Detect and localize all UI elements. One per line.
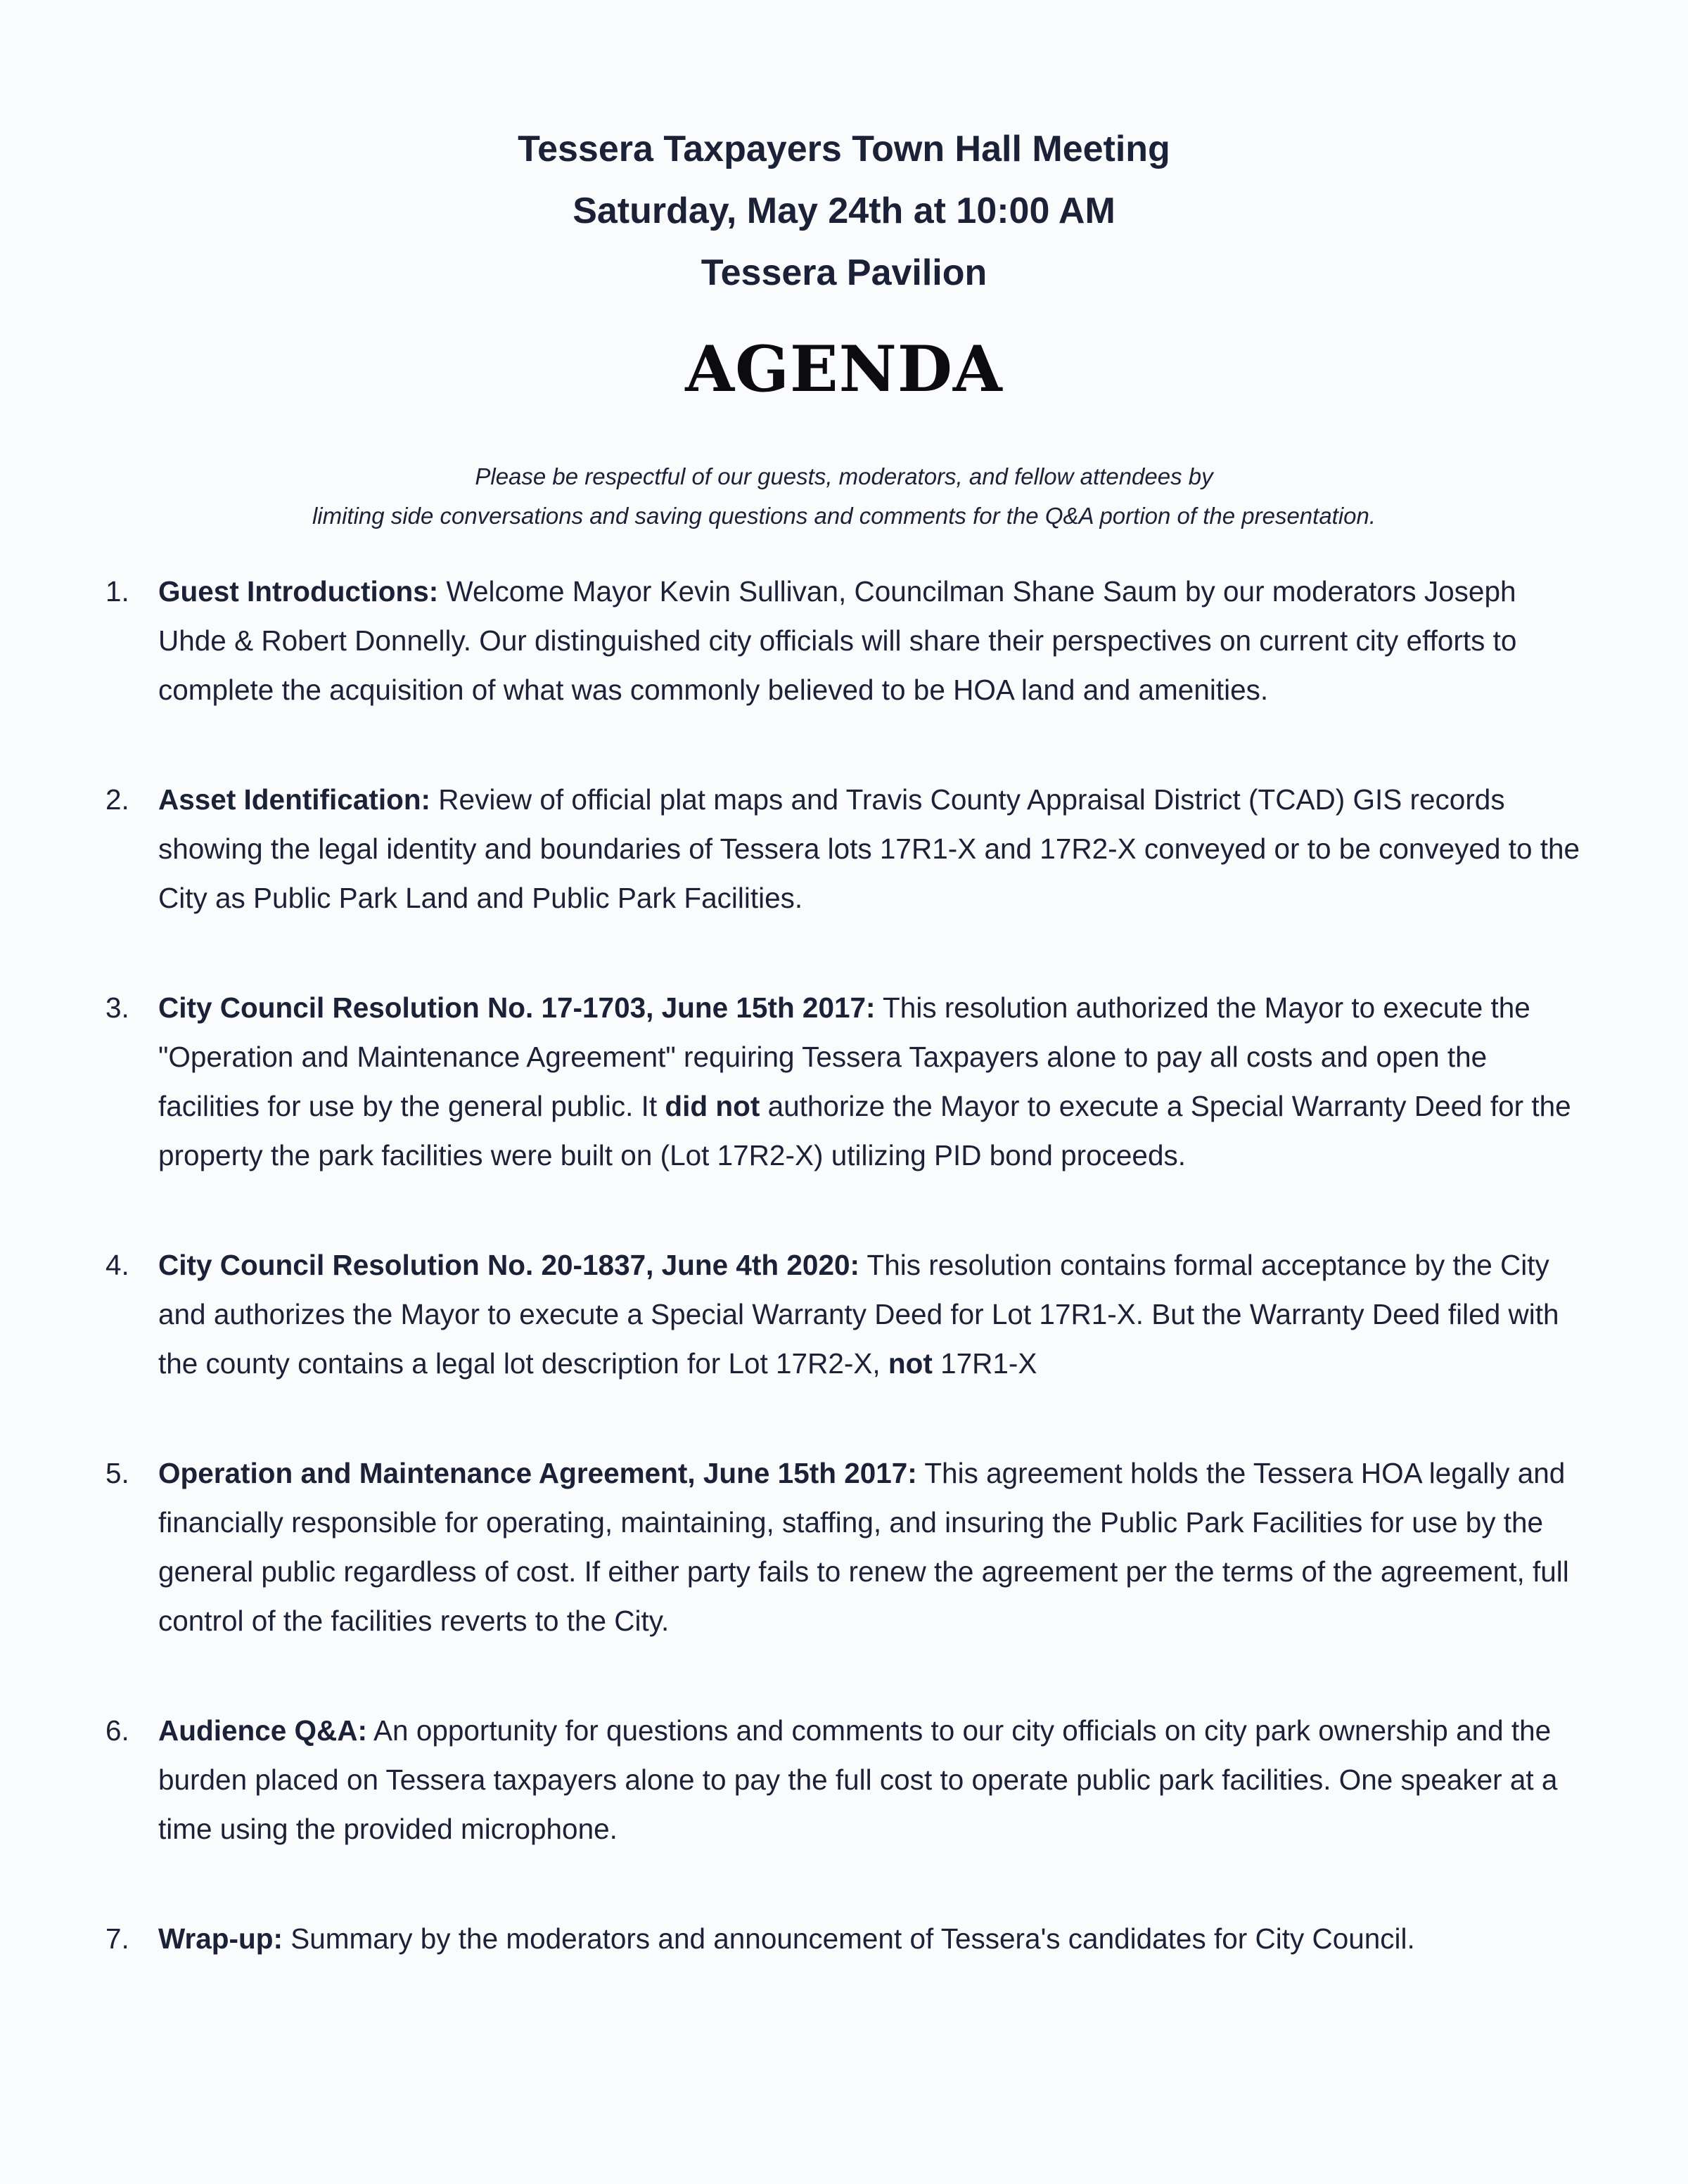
- agenda-item-operation-maintenance-agreement: [106, 1448, 1590, 1645]
- conduct-notice-line-2: limiting side conversations and saving questions and comments for the Q&A portion of the presentation.: [312, 503, 1376, 529]
- conduct-notice-line-1: Please be respectful of our guests, moderators, and fellow attendees by: [475, 463, 1213, 489]
- conduct-notice: [0, 457, 1688, 536]
- item-number: 7.: [106, 1922, 129, 1955]
- agenda-title: AGENDA: [685, 332, 1003, 406]
- item-heading: Wrap-up:: [158, 1922, 283, 1955]
- item-number: 5.: [106, 1457, 129, 1489]
- item-text-continued: authorize the Mayor to execute a Special Warranty Deed for the property the park facilities were built on (Lot 17R2-X) utilizing PID bond proceeds.: [158, 1090, 1571, 1171]
- item-text: Review of official plat maps and Travis County Appraisal District (TCAD) GIS records showing the legal identity and boundaries of Tessera lots 17R1-X and 17R2-X conveyed or to be conveyed to the City as Public Park Land and Public Park Facilities.: [158, 783, 1580, 914]
- item-heading: City Council Resolution No. 17-1703, June 15th 2017:: [158, 991, 876, 1024]
- item-heading: Asset Identification:: [158, 783, 431, 816]
- item-heading: City Council Resolution No. 20-1837, June 4th 2020:: [158, 1249, 859, 1281]
- item-heading: Guest Introductions:: [158, 575, 439, 608]
- meeting-location: Tessera Pavilion: [701, 252, 987, 293]
- item-text: This resolution authorized the Mayor to execute the "Operation and Maintenance Agreement" requiring Tessera Taxpayers alone to pay all costs and open the facilities for use by the general public. It: [158, 991, 1530, 1122]
- agenda-item-audience-qa: [106, 1706, 1590, 1854]
- item-text: This agreement holds the Tessera HOA legally and financially responsible for operating, maintaining, staffing, and insuring the Public Park Facilities for use by the general public regardless of cost. If either party fails to renew the agreement per the terms of the agreement, full control of the facilities reverts to the City.: [158, 1457, 1569, 1637]
- item-number: 1.: [106, 575, 129, 608]
- agenda-item-wrap-up: [106, 1914, 1590, 1963]
- item-heading: Operation and Maintenance Agreement, June 15th 2017:: [158, 1457, 917, 1489]
- meeting-title: Tessera Taxpayers Town Hall Meeting: [518, 129, 1170, 169]
- meeting-header: [0, 118, 1688, 304]
- agenda-item-guest-introductions: [106, 567, 1590, 714]
- item-text: Welcome Mayor Kevin Sullivan, Councilman Shane Saum by our moderators Joseph Uhde & Robert Donnelly. Our distinguished city officials will share their perspectives on current city efforts to complete the acquisition of what was commonly believed to be HOA land and amenities.: [158, 575, 1517, 706]
- agenda-item-resolution-17-1703: [106, 983, 1590, 1180]
- item-number: 3.: [106, 991, 129, 1024]
- item-number: 4.: [106, 1249, 129, 1281]
- agenda-item-resolution-20-1837: [106, 1240, 1590, 1388]
- agenda-list: [106, 567, 1590, 2024]
- item-text-continued: 17R1-X: [932, 1347, 1037, 1380]
- item-heading: Audience Q&A:: [158, 1714, 368, 1747]
- item-text: This resolution contains formal acceptance by the City and authorizes the Mayor to execute a Special Warranty Deed for Lot 17R1-X. But the Warranty Deed filed with the county contains a legal lot description for Lot 17R2-X,: [158, 1249, 1559, 1380]
- item-emphasis: did not: [665, 1090, 760, 1122]
- item-text: Summary by the moderators and announcement of Tessera's candidates for City Council.: [282, 1922, 1415, 1955]
- item-number: 6.: [106, 1714, 129, 1747]
- item-number: 2.: [106, 783, 129, 816]
- item-text: An opportunity for questions and comments to our city officials on city park ownership and the burden placed on Tessera taxpayers alone to pay the full cost to operate public park facilities. One speaker at a time using the provided microphone.: [158, 1714, 1558, 1845]
- meeting-datetime: Saturday, May 24th at 10:00 AM: [573, 191, 1115, 231]
- agenda-item-asset-identification: [106, 775, 1590, 923]
- item-emphasis: not: [888, 1347, 933, 1380]
